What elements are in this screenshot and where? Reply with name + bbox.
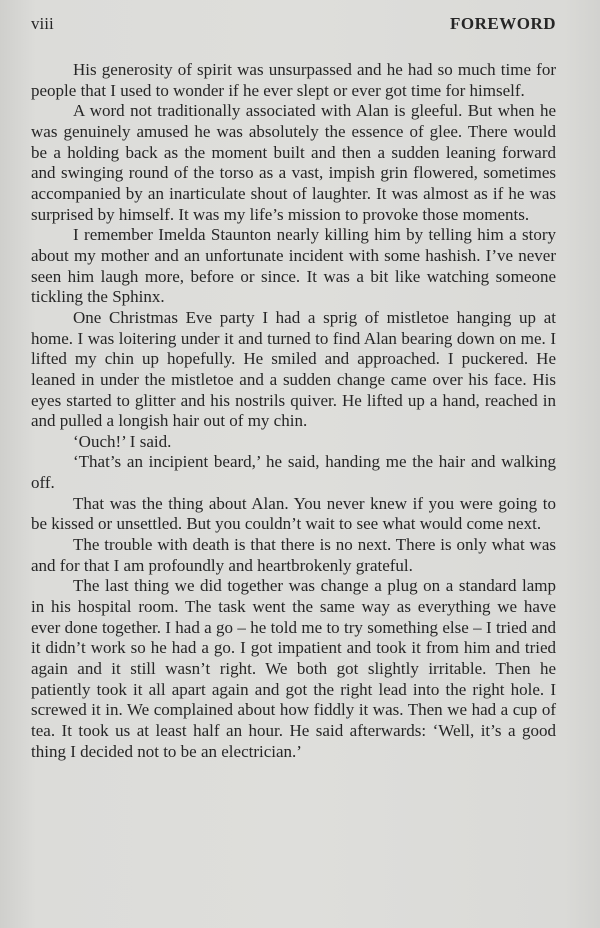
body-text bbox=[31, 60, 556, 762]
running-title: FOREWORD bbox=[450, 14, 556, 33]
paragraph-unsettled: That was the thing about Alan. You never knew if you were going to be kissed or unsettled. But you couldn’t wait to see what would come next. bbox=[31, 493, 556, 534]
running-header bbox=[31, 14, 556, 36]
paragraph-ouch: ‘Ouch!’ I said. bbox=[73, 431, 172, 451]
paragraph-gleeful: A word not traditionally associated with Alan is gleeful. But when he was genuinely amused he was absolutely the essence of glee. There would be a holding back as the moment built and then a sudden leaning forward and swinging round of the torso as a vast, impish grin flowered, sometimes accompanied by an inarticulate shout of laughter. It was almost as if he was surprised by himself. It was my life’s mission to provoke those moments. bbox=[31, 101, 556, 224]
page-number: viii bbox=[31, 14, 54, 33]
paragraph-mistletoe: One Christmas Eve party I had a sprig of mistletoe hanging up at home. I was loitering under it and turned to find Alan bearing down on me. I lifted my chin up hopefully. He smiled and approached. I puckered. He leaned in under the mistletoe and a sudden change came over his face. His eyes started to glitter and his nostrils quiver. He lifted up a hand, reached in and pulled a longish hair out of my chin. bbox=[31, 307, 556, 431]
paragraph-imelda: I remember Imelda Staunton nearly killing him by telling him a story about my mother and an unfortunate incident with some hashish. I’ve never seen him laugh more, before or since. It was a bit like watching someone tickling the Sphinx. bbox=[31, 225, 556, 307]
paragraph-generosity: His generosity of spirit was unsurpassed and he had so much time for people that I used to wonder if he ever slept or ever got time for himself. bbox=[31, 60, 556, 100]
paragraph-beard: ‘That’s an incipient beard,’ he said, handing me the hair and walking off. bbox=[31, 452, 556, 493]
paragraph-lamp: The last thing we did together was change a plug on a standard lamp in his hospital room. The task went the same way as everything we have ever done together. I had a go – he told me to try something else – I tried and it didn’t work so he had a go. I got impatient and took it from him and tried again and it still wasn’t right. We both got slightly irritable. Then he patiently took it all apart again and got the right lead into the right hole. I screwed it in. We complained about how fiddly it was. Then we had a cup of tea. It took us at least half an hour. He said afterwards: ‘Well, it’s a good thing I decided not to be an electrician.’ bbox=[31, 576, 556, 761]
paragraph-death: The trouble with death is that there is no next. There is only what was and for that I am profoundly and heartbrokenly grateful. bbox=[31, 535, 556, 575]
